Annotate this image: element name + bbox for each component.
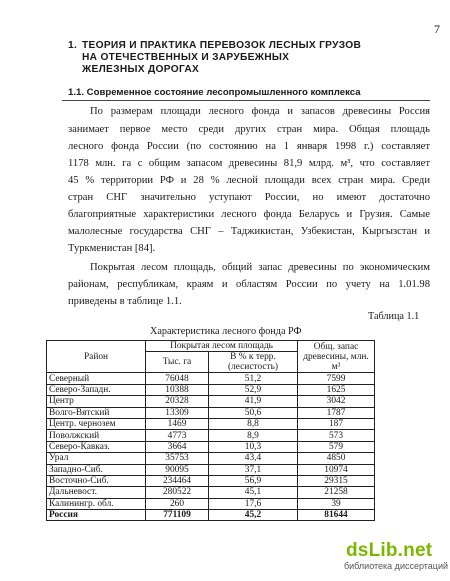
cell-percent: 45,2: [209, 510, 298, 521]
cell-stock: 10974: [298, 464, 375, 475]
table-row: [47, 464, 375, 475]
cell-percent: 43,4: [209, 453, 298, 464]
cell-percent: 56,9: [209, 475, 298, 486]
body-text-line: Туркменистан [84].: [68, 243, 156, 254]
table-row: [47, 418, 375, 429]
cell-region: Калинингр. обл.: [47, 498, 146, 509]
cell-stock: 3042: [298, 396, 375, 407]
cell-stock: 1625: [298, 384, 375, 395]
table-row: [47, 373, 375, 384]
table-total-row: [47, 510, 375, 521]
body-text-line: малолесные государства СНГ – Таджикистан, Узбекистан, Кыргызстан и: [68, 226, 430, 237]
cell-region: Урал: [47, 453, 146, 464]
cell-area: 90095: [146, 464, 209, 475]
cell-stock: 39: [298, 498, 375, 509]
cell-area: 13309: [146, 407, 209, 418]
cell-stock: 29315: [298, 475, 375, 486]
cell-percent: 37,1: [209, 464, 298, 475]
header-percent-line: В % к терр.: [230, 352, 276, 363]
cell-percent: 17,6: [209, 498, 298, 509]
watermark-logo: dsLib.net: [346, 540, 433, 561]
cell-stock: 7599: [298, 373, 375, 384]
table-row: [47, 498, 375, 509]
cell-stock: 4850: [298, 453, 375, 464]
cell-percent: 52,9: [209, 384, 298, 395]
table-row: [47, 430, 375, 441]
cell-region: Западно-Сиб.: [47, 464, 146, 475]
cell-region: Северный: [47, 373, 146, 384]
body-text-line: По размерам площади лесного фонда и запасов древесины Россия: [90, 106, 430, 117]
cell-area: 4773: [146, 430, 209, 441]
cell-stock: 579: [298, 441, 375, 452]
body-text-line: благоприятные характеристики лесного фонда Беларусь и Грузия. Самые: [68, 209, 430, 220]
cell-area: 771109: [146, 510, 209, 521]
cell-stock: 573: [298, 430, 375, 441]
cell-area: 3664: [146, 441, 209, 452]
section-title: 1.1. Современное состояние лесопромышленного комплекса: [68, 87, 361, 98]
body-text-line: 45 % территории РФ и 28 % лесной площади всех стран мира. Среди: [68, 175, 430, 186]
body-text-line: приведены в таблице 1.1.: [68, 296, 182, 307]
table-row: [47, 475, 375, 486]
chapter-title-line: НА ОТЕЧЕСТВЕННЫХ И ЗАРУБЕЖНЫХ: [82, 52, 290, 63]
table-label: Таблица 1.1: [368, 311, 420, 322]
header-stock-line: древесины, млн.: [303, 351, 369, 362]
header-region: Район: [47, 341, 146, 373]
header-covered-area: Покрытая лесом площадь: [146, 341, 298, 352]
table-row: [47, 396, 375, 407]
cell-area: 10388: [146, 384, 209, 395]
cell-area: 76048: [146, 373, 209, 384]
cell-percent: 8,9: [209, 430, 298, 441]
cell-stock: 187: [298, 418, 375, 429]
cell-area: 280522: [146, 487, 209, 498]
table-row: [47, 487, 375, 498]
cell-region: Россия: [47, 510, 146, 521]
cell-area: 35753: [146, 453, 209, 464]
body-text-line: 1178 млн. га с общим запасом древесины 81,9 млрд. м³, что составляет: [68, 158, 430, 169]
cell-percent: 8,8: [209, 418, 298, 429]
body-text-line: Покрытая лесом площадь, общий запас древесины по экономическим: [90, 262, 430, 273]
cell-region: Северо-Кавказ.: [47, 441, 146, 452]
chapter-title-line: ЖЕЛЕЗНЫХ ДОРОГАХ: [82, 64, 200, 75]
header-percent: [209, 352, 298, 373]
forest-fund-table: [46, 340, 375, 521]
cell-percent: 51,2: [209, 373, 298, 384]
chapter-title-line: ТЕОРИЯ И ПРАКТИКА ПЕРЕВОЗОК ЛЕСНЫХ ГРУЗОВ: [82, 40, 362, 51]
page-number: 7: [434, 22, 440, 36]
cell-region: Центр. чернозем: [47, 418, 146, 429]
table-row: [47, 441, 375, 452]
table-row: [47, 407, 375, 418]
chapter-heading: [68, 40, 398, 76]
cell-stock: 81644: [298, 510, 375, 521]
cell-region: Волго-Вятский: [47, 407, 146, 418]
cell-percent: 41,9: [209, 396, 298, 407]
cell-percent: 10,3: [209, 441, 298, 452]
section-divider: [62, 100, 430, 101]
cell-area: 1469: [146, 418, 209, 429]
header-percent-line: (лесистость): [227, 362, 279, 373]
cell-region: Северо-Западн.: [47, 384, 146, 395]
cell-region: Поволжский: [47, 430, 146, 441]
cell-percent: 45,1: [209, 487, 298, 498]
cell-area: 260: [146, 498, 209, 509]
header-stock-line: м³: [331, 361, 341, 372]
cell-area: 20328: [146, 396, 209, 407]
cell-stock: 21258: [298, 487, 375, 498]
watermark-subtitle: библиотека диссертаций: [344, 561, 449, 571]
cell-area: 234464: [146, 475, 209, 486]
cell-region: Восточно-Сиб.: [47, 475, 146, 486]
cell-region: Центр: [47, 396, 146, 407]
cell-stock: 1787: [298, 407, 375, 418]
header-stock: [298, 341, 375, 373]
body-text-line: стран СНГ значительно уступают России, но имеют достаточно: [68, 192, 430, 203]
header-stock-line: Общ. запас: [313, 341, 359, 352]
table-row: [47, 384, 375, 395]
cell-region: Дальневост.: [47, 487, 146, 498]
header-thousand-ha: Тыс. га: [146, 352, 209, 373]
table-row: [47, 453, 375, 464]
table-title: Характеристика лесного фонда РФ: [150, 326, 302, 337]
body-text-line: лесного фонда России (по состоянию на 1 января 1998 г.) составляет: [68, 141, 430, 152]
body-text-line: районам, республикам, краям и областям России по учету на 1.01.98: [68, 279, 430, 290]
cell-percent: 50,6: [209, 407, 298, 418]
body-text-line: занимает первое место среди других стран мира. Общая площадь: [68, 124, 430, 135]
chapter-number: 1.: [68, 40, 78, 51]
